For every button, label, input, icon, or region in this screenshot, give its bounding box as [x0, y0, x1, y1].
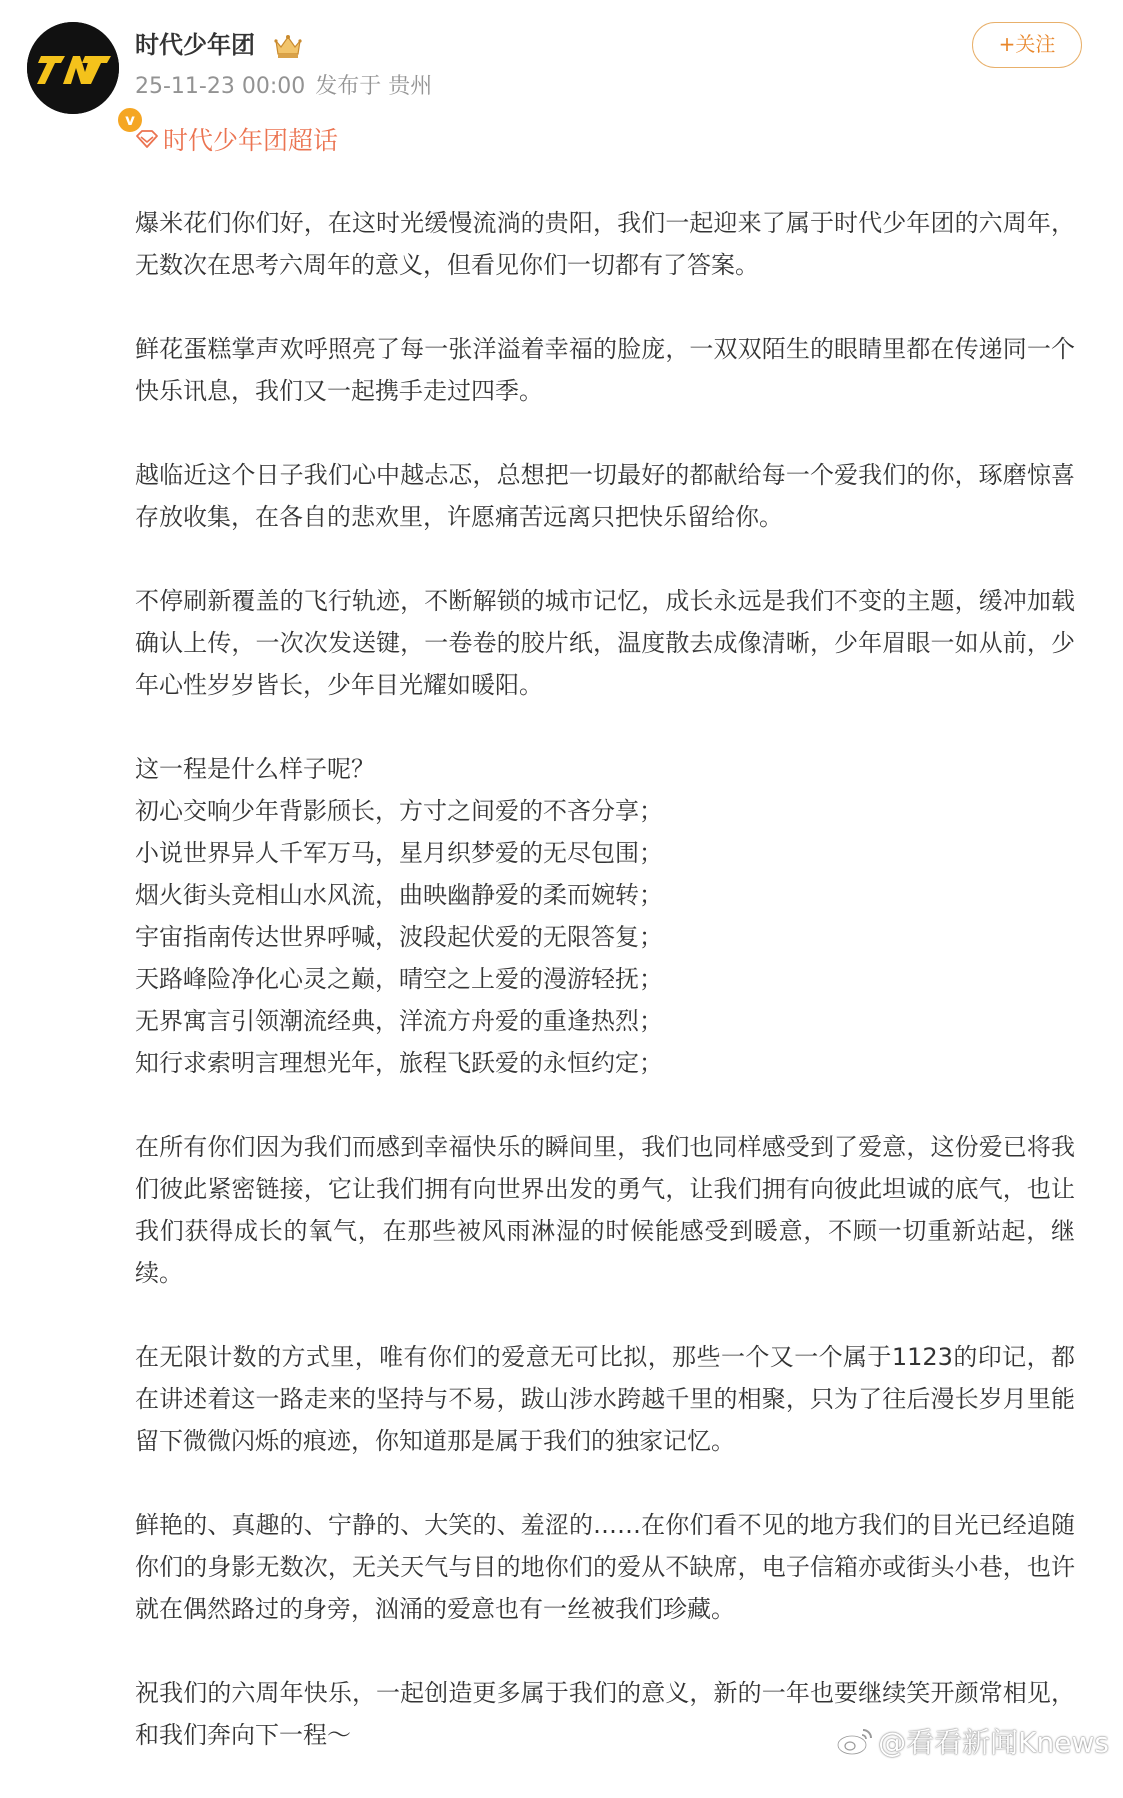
weibo-logo-icon [836, 1726, 874, 1756]
post-location: 发布于 贵州 [315, 74, 433, 99]
diamond-icon [135, 129, 159, 149]
poem-line: 烟火街头竞相山水风流，曲映幽静爱的柔而婉转； [135, 881, 663, 909]
poem-block [135, 748, 1075, 1084]
poem-line: 小说世界异人千军万马，星月织梦爱的无尽包围； [135, 839, 663, 867]
poem-line: 知行求索明言理想光年，旅程飞跃爱的永恒约定； [135, 1049, 663, 1077]
follow-button[interactable]: +关注 [972, 22, 1082, 68]
post-paragraph: 爆米花们你们好，在这时光缓慢流淌的贵阳，我们一起迎来了属于时代少年团的六周年，无数次在思考六周年的意义，但看见你们一切都有了答案。 [135, 209, 1075, 279]
avatar[interactable] [27, 22, 135, 129]
crown-icon [273, 32, 303, 60]
watermark-text: @看看新闻Knews [878, 1726, 1109, 1759]
poem-line: 天路峰险净化心灵之巅，晴空之上爱的漫游轻抚； [135, 965, 663, 993]
watermark [836, 1721, 1109, 1761]
poem-line: 无界寓言引领潮流经典，洋流方舟爱的重逢热烈； [135, 1007, 663, 1035]
supertopic-label: 时代少年团超话 [163, 126, 339, 155]
post-paragraph: 鲜花蛋糕掌声欢呼照亮了每一张洋溢着幸福的脸庞，一双双陌生的眼睛里都在传递同一个快乐讯息，我们又一起携手走过四季。 [135, 335, 1075, 405]
tnt-logo-icon [27, 22, 119, 114]
post-time: 25-11-23 00:00 [135, 74, 306, 99]
user-name[interactable]: 时代少年团 [135, 31, 255, 59]
post-paragraph: 祝我们的六周年快乐，一起创造更多属于我们的意义，新的一年也要继续笑开颜常相见，和我们奔向下一程～ [135, 1679, 1075, 1749]
post-meta [135, 72, 442, 102]
verified-badge-icon: v [116, 106, 144, 134]
poem-line: 初心交响少年背影颀长，方寸之间爱的不吝分享； [135, 797, 663, 825]
post-paragraph: 不停刷新覆盖的飞行轨迹，不断解锁的城市记忆，成长永远是我们不变的主题，缓冲加载确认上传，一次次发送键，一卷卷的胶片纸，温度散去成像清晰，少年眉眼一如从前，少年心性岁岁皆长，少年目光耀如暖阳。 [135, 587, 1075, 699]
post-paragraph: 鲜艳的、真趣的、宁静的、大笑的、羞涩的……在你们看不见的地方我们的目光已经追随你们的身影无数次，无关天气与目的地你们的爱从不缺席，电子信箱亦或街头小巷，也许就在偶然路过的身旁，汹涌的爱意也有一丝被我们珍藏。 [135, 1511, 1075, 1623]
post-paragraph: 在无限计数的方式里，唯有你们的爱意无可比拟，那些一个又一个属于1123的印记，都在讲述着这一路走来的坚持与不易，跋山涉水跨越千里的相聚，只为了往后漫长岁月里能留下微微闪烁的痕迹，你知道那是属于我们的独家记忆。 [135, 1343, 1075, 1455]
supertopic-link[interactable] [135, 122, 338, 156]
poem-line: 这一程是什么样子呢？ [135, 755, 375, 783]
poem-line: 宇宙指南传达世界呼喊，波段起伏爱的无限答复； [135, 923, 663, 951]
post-paragraph: 在所有你们因为我们而感到幸福快乐的瞬间里，我们也同样感受到了爱意，这份爱已将我们彼此紧密链接，它让我们拥有向世界出发的勇气，让我们拥有向彼此坦诚的底气，也让我们获得成长的氧气，在那些被风雨淋湿的时候能感受到暖意，不顾一切重新站起，继续。 [135, 1133, 1075, 1287]
post-paragraph: 越临近这个日子我们心中越忐忑，总想把一切最好的都献给每一个爱我们的你，琢磨惊喜存放收集，在各自的悲欢里，许愿痛苦远离只把快乐留给你。 [135, 461, 1075, 531]
post-content [135, 202, 1075, 1798]
